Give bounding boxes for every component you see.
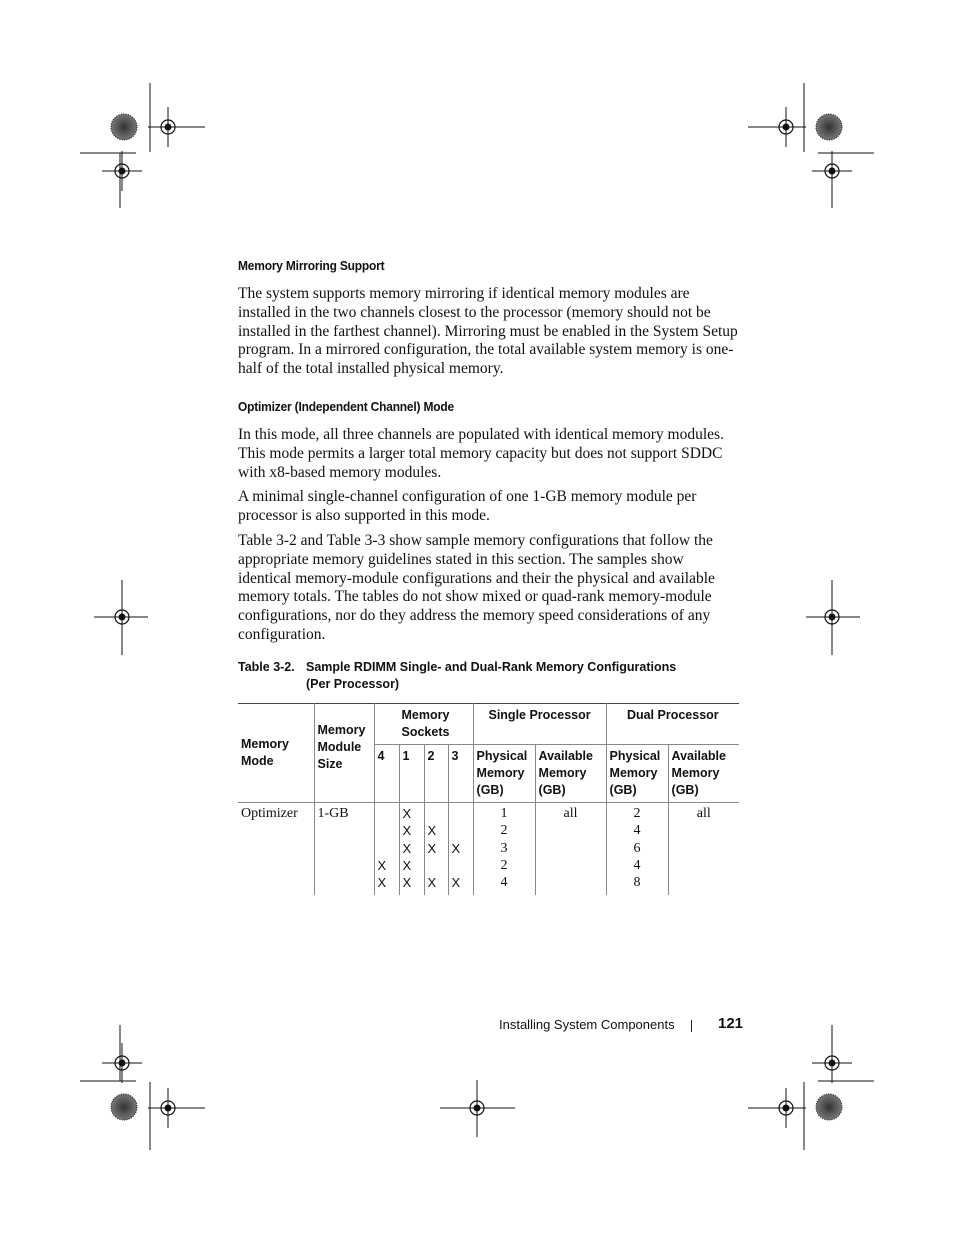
header-single-processor: Single Processor xyxy=(473,703,606,744)
header-socket-2: 2 xyxy=(424,744,448,802)
cell-sp-available: all xyxy=(535,802,606,894)
cell-dp-available: all xyxy=(668,802,739,894)
paragraph-optimizer-2: A minimal single-channel configuration of one 1-GB memory module per processor is also supported in this mode. xyxy=(238,488,697,525)
cell-socket-3: X X xyxy=(448,802,473,894)
paragraph-memory-mirroring: The system supports memory mirroring if identical memory modules are installed in the two channels closest to the processor (memory should not be installed in the farthest channel). Mirroring must be enabled in the System Setup program. In a mirrored configuration, the total available system memory is one-half of the total installed physical memory. xyxy=(238,285,738,378)
table-caption-number: Table 3-2. xyxy=(238,659,295,674)
cell-sp-physical: 1 2 3 2 4 xyxy=(473,802,535,894)
cell-memory-mode: Optimizer xyxy=(241,805,298,821)
section-heading-memory-mirroring: Memory Mirroring Support xyxy=(238,258,385,273)
cell-module-size: 1-GB xyxy=(314,802,374,894)
footer-divider xyxy=(691,1020,692,1032)
paragraph-optimizer-1: In this mode, all three channels are populated with identical memory modules. This mode permits a larger total memory capacity but does not support SDDC with x8-based memory modules. xyxy=(238,425,724,481)
page-content xyxy=(238,258,738,895)
cell-socket-2: X X X xyxy=(424,802,448,894)
table-caption-title-line2: (Per Processor) xyxy=(306,676,400,691)
cell-dp-physical: 2 4 6 4 8 xyxy=(606,802,668,894)
cell-socket-4: X X xyxy=(374,802,399,894)
header-sp-available: Available Memory (GB) xyxy=(535,744,606,802)
header-memory-sockets: Memory Sockets xyxy=(374,703,473,744)
header-socket-1: 1 xyxy=(399,744,424,802)
table-row xyxy=(238,802,739,894)
cell-socket-1: X X X X X xyxy=(399,802,424,894)
page-footer xyxy=(0,1015,954,1035)
header-dual-processor: Dual Processor xyxy=(606,703,739,744)
header-socket-3: 3 xyxy=(448,744,473,802)
header-memory-mode: Memory Mode xyxy=(241,736,289,768)
table-caption xyxy=(238,659,738,693)
header-module-size: Memory Module Size xyxy=(314,703,374,802)
paragraph-optimizer-3: Table 3-2 and Table 3-3 show sample memory configurations that follow the appropriate memory guidelines stated in this section. The samples show identical memory-module configurations and their the physical and available memory totals. The tables do not show mixed or quad-rank memory-module configurations, nor do they address the memory speed considerations of any configuration. xyxy=(238,531,715,643)
table-caption-title-line1: Sample RDIMM Single- and Dual-Rank Memory Configurations xyxy=(306,659,677,674)
memory-config-table xyxy=(238,703,739,895)
header-sp-physical: Physical Memory (GB) xyxy=(473,744,535,802)
page-number: 121 xyxy=(718,1015,744,1032)
header-dp-available: Available Memory (GB) xyxy=(668,744,739,802)
header-socket-4: 4 xyxy=(374,744,399,802)
table-caption-title xyxy=(306,659,706,693)
header-dp-physical: Physical Memory (GB) xyxy=(606,744,668,802)
section-heading-optimizer-mode: Optimizer (Independent Channel) Mode xyxy=(238,398,454,414)
footer-section-title: Installing System Components xyxy=(499,1017,675,1032)
